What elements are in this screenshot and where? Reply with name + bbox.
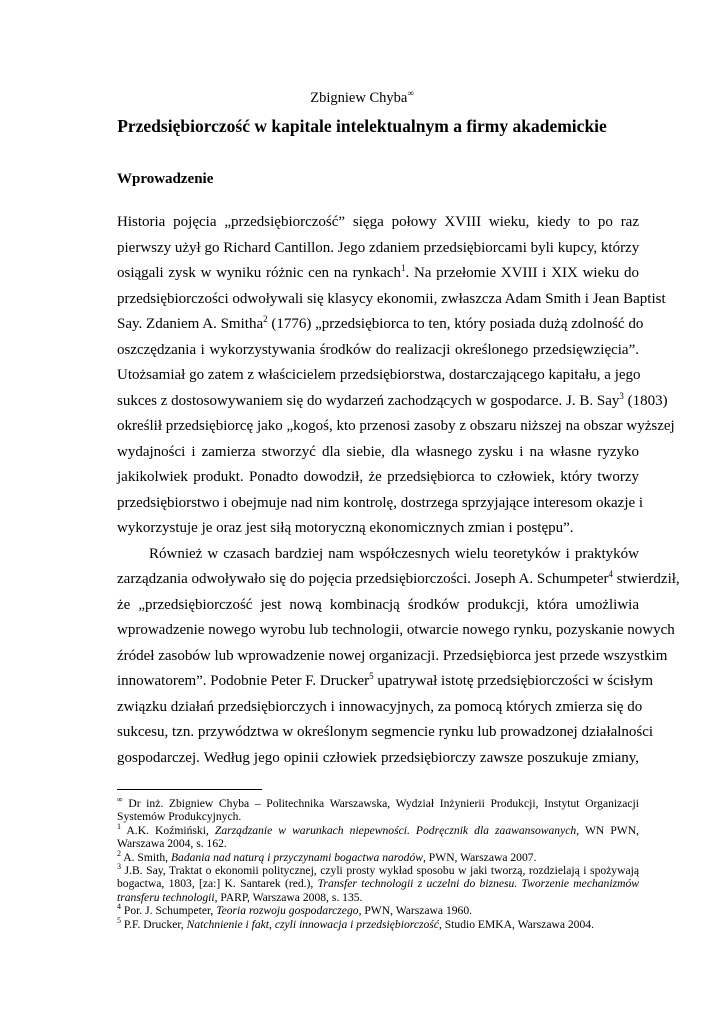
body-line: jakikolwiek produkt. Ponadto dowodził, że przedsiębiorca to człowiek, który tworzy — [117, 469, 639, 485]
author-footnote-mark: ∞ — [407, 88, 414, 98]
footnote-author: ∞ Dr inż. Zbigniew Chyba – Politechnika Warszawska, Wydział Inżynierii Produkcji, Instytut Organizacji — [117, 795, 639, 810]
footnote-separator — [117, 789, 262, 790]
body-line: wydajności i zamierza stworzyć dla siebie, dla własnego zysku i na własne ryzyko — [117, 443, 639, 460]
body-line: pierwszy użył go Richard Cantillon. Jego zdaniem przedsiębiorcami byli kupcy, którzy — [117, 239, 640, 256]
footnote-3-cont: transferu technologii, PARP, Warszawa 2008, s. 135. — [117, 890, 363, 904]
body-line: Utożsamiał go zatem z właścicielem przedsiębiorstwa, dostarczającego kapitału, a jego — [117, 367, 641, 383]
article-title: Przedsiębiorczość w kapitale intelektualnym a firmy akademickie — [117, 116, 607, 136]
body-line: sukces z dostosowywaniem się do wydarzeń zachodzących w gospodarce. J. B. Say$^3$ (1803) — [117, 390, 668, 409]
footnote-ref[interactable]: 3 — [619, 390, 624, 401]
footnote-2: $^2$ A. Smith, Badania nad naturą i przyczynami bogactwa narodów, PWN, Warszawa 2007. — [117, 848, 537, 864]
footnote-ref[interactable]: 2 — [263, 314, 268, 324]
body-line: Również w czasach bardziej nam współczesnych wielu teoretyków i praktyków — [149, 545, 639, 562]
footnotes — [117, 797, 639, 931]
body-line: gospodarczej. Według jego opinii człowiek przedsiębiorczy zawsze poszukuje zmiany, — [117, 749, 639, 766]
author-name: Zbigniew Chyba∞ — [310, 88, 414, 106]
body-text — [117, 210, 680, 771]
body-line: sukcesu, tzn. przywództwa w określonym segmencie rynku lub prowadzonej działalności — [117, 724, 654, 740]
body-line: że „przedsiębiorczość jest nową kombinacją środków produkcji, która umożliwia — [117, 596, 639, 613]
footnote-1: $^1$ A.K. Koźmiński, Zarządzanie w warunkach niepewności. Podręcznik dla zaawansowanych, WN PWN, — [117, 821, 639, 837]
body-line: wprowadzenie nowego wyrobu lub technologii, otwarcie nowego rynku, pozyskanie nowych — [117, 622, 675, 638]
body-line: określił przedsiębiorcę jako „kogoś, kto przenosi zasoby z obszaru niższej na obszar wyższej — [117, 418, 675, 434]
footnote-ref[interactable]: 1 — [400, 263, 406, 273]
body-line: oszczędzania i wykorzystywania środków do realizacji określonego przedsięwzięcia”. — [117, 341, 639, 358]
footnote-5: $^5$ P.F. Drucker, Natchnienie i fakt, czyli innowacja i przedsiębiorczość, Studio EMKA, Warszawa 2004. — [117, 915, 594, 931]
section-heading: Wprowadzenie — [117, 171, 214, 187]
body-line: Historia pojęcia „przedsiębiorczość” sięga połowy XVIII wieku, kiedy to po raz — [117, 214, 639, 230]
footnote-3-cont: bogactwa, 1803, [za:] K. Santarek (red.), Transfer technologii z uczelni do biznesu. Tworzenie mechanizmów — [117, 877, 639, 891]
body-line: źródeł zasobów lub wprowadzenie nowej organizacji. Przedsiębiorca jest przede wszystkim — [117, 647, 668, 664]
footnote-1-cont: Warszawa 2004, s. 162. — [117, 837, 227, 851]
footnote-author-cont: Systemów Produkcyjnych. — [117, 810, 242, 824]
body-line: zarządzania odwoływało się do pojęcia przedsiębiorczości. Joseph A. Schumpeter$^4$ stwierdził, — [117, 569, 680, 587]
body-line: innowatorem”. Podobnie Peter F. Drucker$^5$ upatrywał istotę przedsiębiorczości w ścisłym — [117, 671, 654, 689]
footnote-3: $^3$ J.B. Say, Traktat o ekonomii politycznej, czyli prosty wykład sposobu w jaki tworzą, rozdzielają i spożywają — [117, 862, 639, 878]
footnote-ref[interactable]: 4 — [608, 569, 613, 579]
body-line: Say. Zdaniem A. Smitha$^2$ (1776) „przedsiębiorca to ten, który posiada dużą zdolność do — [117, 314, 644, 332]
body-line: wykorzystuje je oraz jest siłą motoryczną ekonomicznych zmian i postępu”. — [117, 520, 574, 536]
footnote-ref[interactable]: 5 — [369, 671, 374, 681]
body-line: przedsiębiorstwo i obejmuje nad nim kontrolę, dostrzega sprzyjające interesom okazje i — [117, 494, 644, 511]
body-line: osiągali zysk w wyniku różnic cen na rynkach$^1$. Na przełomie XVIII i XIX wieku do — [117, 263, 639, 281]
body-line: przedsiębiorczości odwoływali się klasycy ekonomii, zwłaszcza Adam Smith i Jean Baptist — [117, 290, 666, 307]
footnote-4: $^4$ Por. J. Schumpeter, Teoria rozwoju gospodarczego, PWN, Warszawa 1960. — [117, 902, 473, 918]
body-line: związku działań przedsiębiorczych i innowacyjnych, za pomocą których zmierza się do — [117, 698, 643, 715]
